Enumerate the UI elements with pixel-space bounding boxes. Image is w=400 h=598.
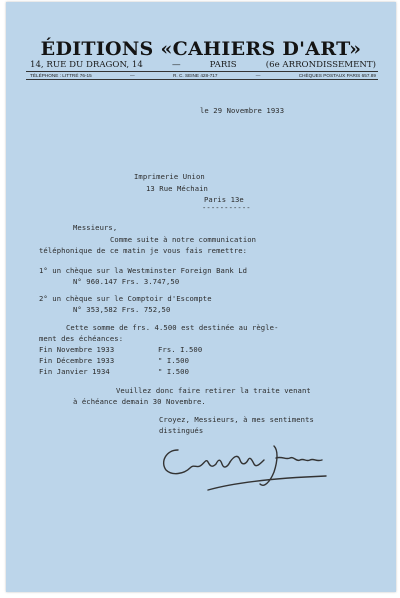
recipient-underline: ----------- [202, 203, 251, 212]
schedule-amount: Frs. I.500 [158, 345, 203, 354]
signature [156, 438, 336, 498]
letterhead-info-bar [30, 73, 376, 78]
letterhead-title: ÉDITIONS «CAHIERS D'ART» [40, 38, 362, 60]
letter-page [6, 2, 396, 592]
address-dash: — [171, 60, 181, 70]
signature-scrawl [156, 438, 336, 498]
intro-line-2: téléphonique de ce matin je vous fais remettre: [39, 246, 248, 255]
request-line-2: à échéance demain 30 Novembre. [73, 397, 206, 406]
address-city: PARIS [209, 60, 237, 70]
recipient-name: Imprimerie Union [134, 172, 205, 181]
cheque-2-details: N° 353,582 Frs. 752,50 [73, 305, 171, 314]
schedule-amount: " I.500 [158, 356, 189, 365]
letter-date: le 29 Novembre 1933 [200, 106, 285, 115]
schedule-due-date: Fin Janvier 1934 [39, 367, 110, 376]
info-separator: — [255, 73, 261, 78]
schedule-due-date: Fin Novembre 1933 [39, 345, 115, 354]
schedule-due-date: Fin Décembre 1933 [39, 356, 115, 365]
letterhead-rule-top [26, 71, 378, 72]
recipient-street: 13 Rue Méchain [146, 184, 208, 193]
postal-cheques: CHÈQUES POSTAUX PARIS 657.89 [298, 73, 376, 78]
cheque-2-description: 2° un chèque sur le Comptoir d'Escompte [39, 294, 212, 303]
allocation-line-2: ment des échéances: [39, 334, 124, 343]
letterhead-address [30, 60, 376, 70]
cheque-1-description: 1° un chèque sur la Westminster Foreign Bank Ld [39, 266, 248, 275]
closing-line-1: Croyez, Messieurs, à mes sentiments [159, 415, 314, 424]
closing-line-2: distingués [159, 426, 204, 435]
salutation: Messieurs, [73, 223, 118, 232]
phone-number: TÉLÉPHONE : LITTRÉ 76-15 [30, 73, 92, 78]
request-line-1: Veuillez donc faire retirer la traite venant [116, 386, 311, 395]
info-separator: — [130, 73, 135, 78]
recipient-city: Paris 13e [204, 195, 244, 204]
address-street: 14, RUE DU DRAGON, 14 [30, 60, 143, 70]
address-arrondissement: (6e ARRONDISSEMENT) [265, 60, 376, 70]
allocation-line-1: Cette somme de frs. 4.500 est destinée au règle- [66, 323, 279, 332]
trade-registry: R. C. SEINE 428-717 [172, 73, 218, 78]
intro-line-1: Comme suite à notre communication [110, 235, 257, 244]
schedule-amount: " I.500 [158, 367, 189, 376]
letterhead-rule-bottom [26, 79, 378, 80]
cheque-1-details: N° 960.147 Frs. 3.747,50 [73, 277, 180, 286]
